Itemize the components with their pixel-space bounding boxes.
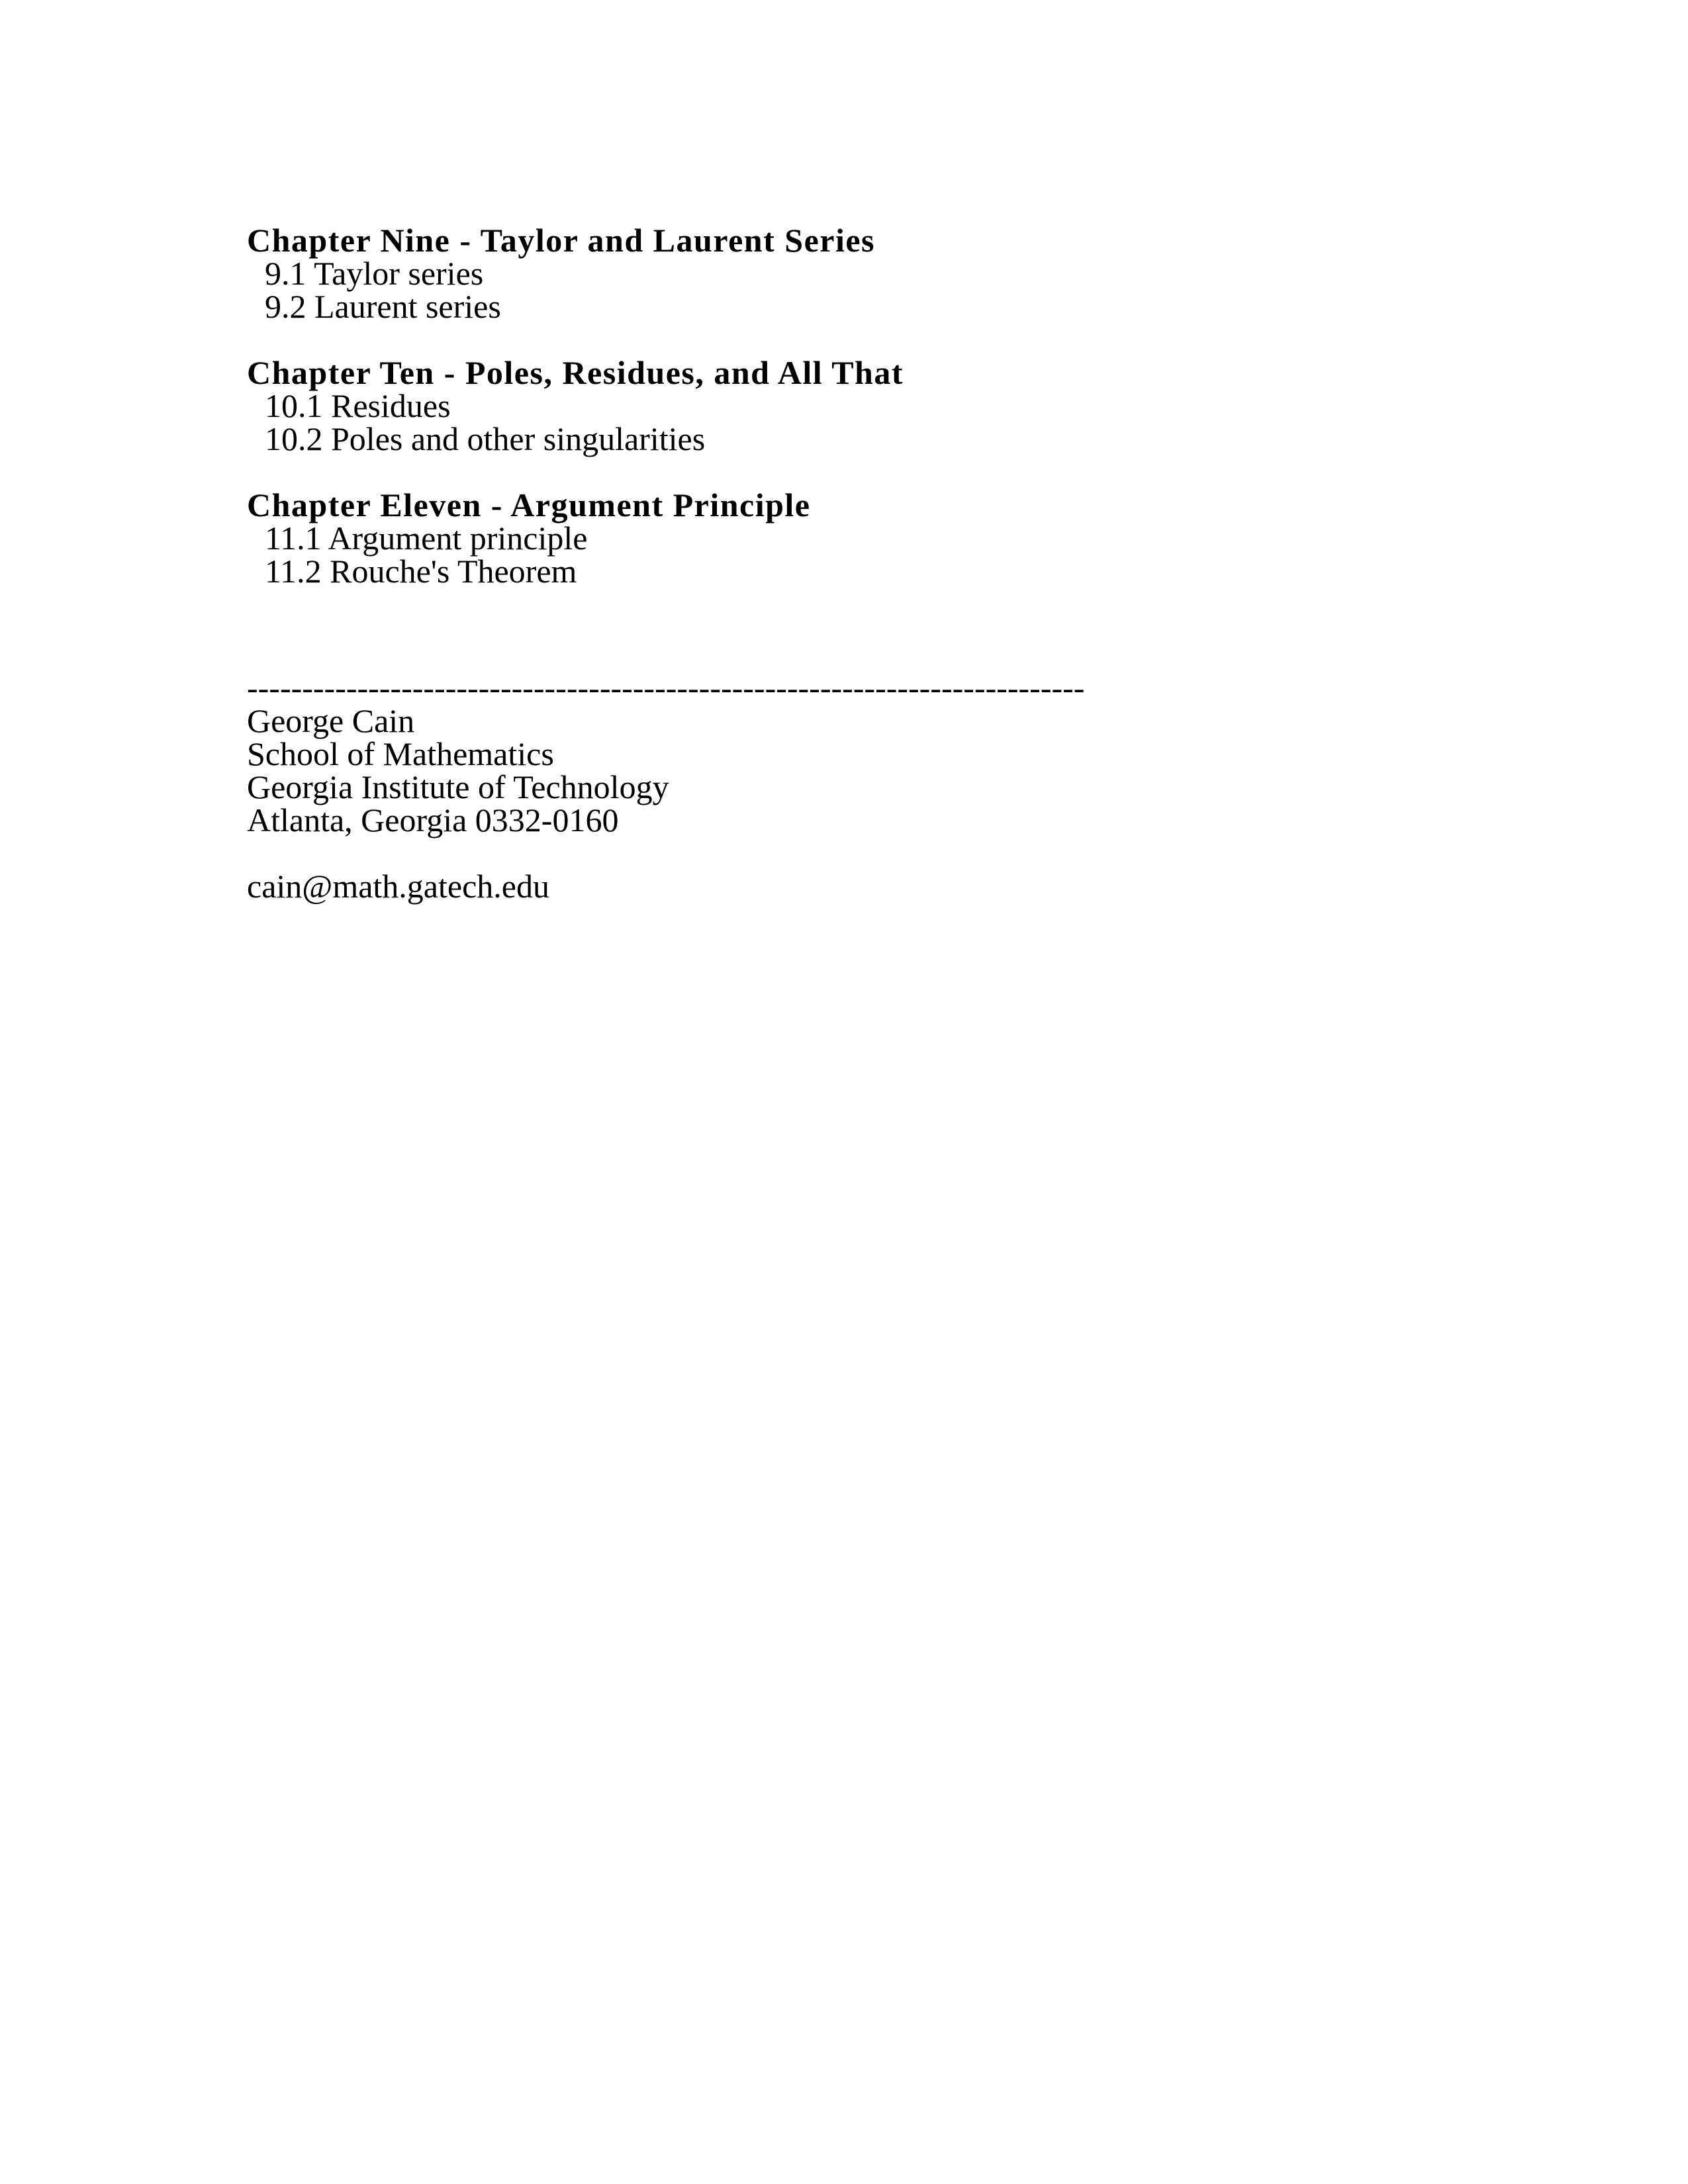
author-department: School of Mathematics [247,735,554,772]
section-item: 9.1 Taylor series [265,255,484,292]
section-item: 11.2 Rouche's Theorem [265,553,577,590]
author-block [247,704,1571,903]
section-list [247,257,1571,323]
chapter-title: Chapter Eleven - Argument Principle [247,486,811,523]
chapter-eleven [247,488,1571,588]
chapter-title: Chapter Nine - Taylor and Laurent Series [247,222,875,259]
section-item: 10.2 Poles and other singularities [265,420,706,457]
author-email: cain@math.gatech.edu [247,868,549,905]
section-list [247,389,1571,455]
dashed-separator: ---------------------------------------------------------------------------- [247,669,1085,706]
author-address: Atlanta, Georgia 0332-0160 [247,801,619,839]
author-institution: Georgia Institute of Technology [247,768,669,805]
section-item: 11.1 Argument principle [265,520,588,557]
section-item: 10.1 Residues [265,387,451,424]
table-of-contents [247,224,1571,903]
section-list [247,522,1571,588]
section-item: 9.2 Laurent series [265,288,501,325]
chapter-ten [247,356,1571,455]
chapter-nine [247,224,1571,323]
author-name: George Cain [247,702,415,739]
chapter-title: Chapter Ten - Poles, Residues, and All That [247,354,904,391]
